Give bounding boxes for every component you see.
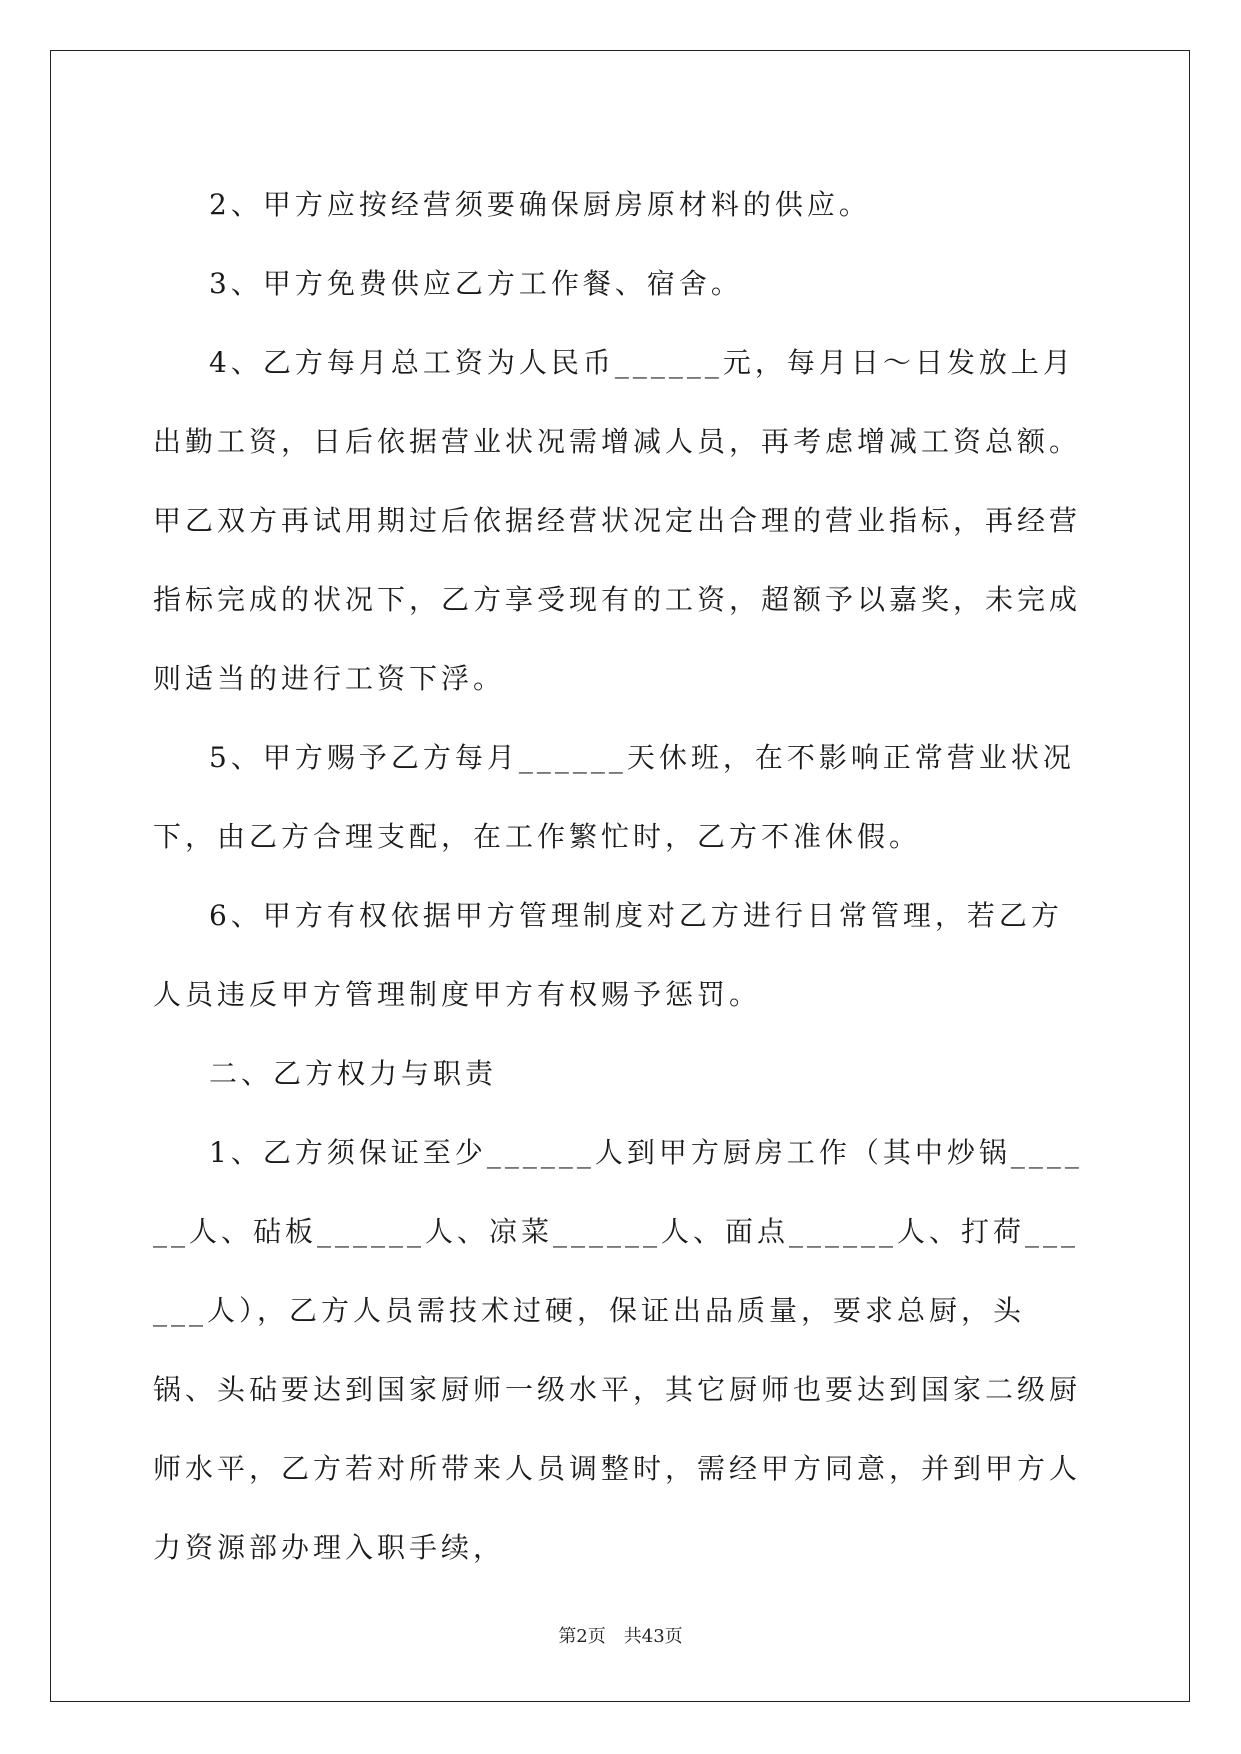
paragraph-item-6: 6、甲方有权依据甲方管理制度对乙方进行日常管理，若乙方人员违反甲方管理制度甲方有权赐予惩罚。 xyxy=(153,899,1063,1011)
page-total: 共43页 xyxy=(623,1626,683,1647)
paragraph-item-2: 2、甲方应按经营须要确保厨房原材料的供应。 xyxy=(209,188,871,221)
section-heading: 二、乙方权力与职责 xyxy=(209,1057,498,1090)
paragraph-item-5: 5、甲方赐予乙方每月______天休班，在不影响正常营业状况下，由乙方合理支配，在工作繁忙时，乙方不准休假。 xyxy=(153,741,1075,853)
page-footer xyxy=(0,1622,1241,1648)
page-number: 第2页 xyxy=(558,1626,606,1647)
paragraph-item-4: 4、乙方每月总工资为人民币______元，每月日～日发放上月出勤工资，日后依据营业状况需增减人员，再考虑增减工资总额。甲乙双方再试用期过后依据经营状况定出合理的营业指标，再经营指标完成的状况下，乙方享受现有的工资，超额予以嘉奖，未完成则适当的进行工资下浮。 xyxy=(153,346,1082,695)
paragraph-item-b1: 1、乙方须保证至少______人到甲方厨房工作（其中炒锅______人、砧板______人、凉菜______人、面点______人、打荷______人），乙方人员需技术过硬，保证出品质量，要求总厨，头锅、头砧要达到国家厨师一级水平，其它厨师也要达到国家二级厨师水平，乙方若对所带来人员调整时，需经甲方同意，并到甲方人力资源部办理入职手续， xyxy=(153,1136,1083,1564)
paragraph-item-3: 3、甲方免费供应乙方工作餐、宿舍。 xyxy=(209,267,743,300)
document-body xyxy=(153,165,1088,1587)
